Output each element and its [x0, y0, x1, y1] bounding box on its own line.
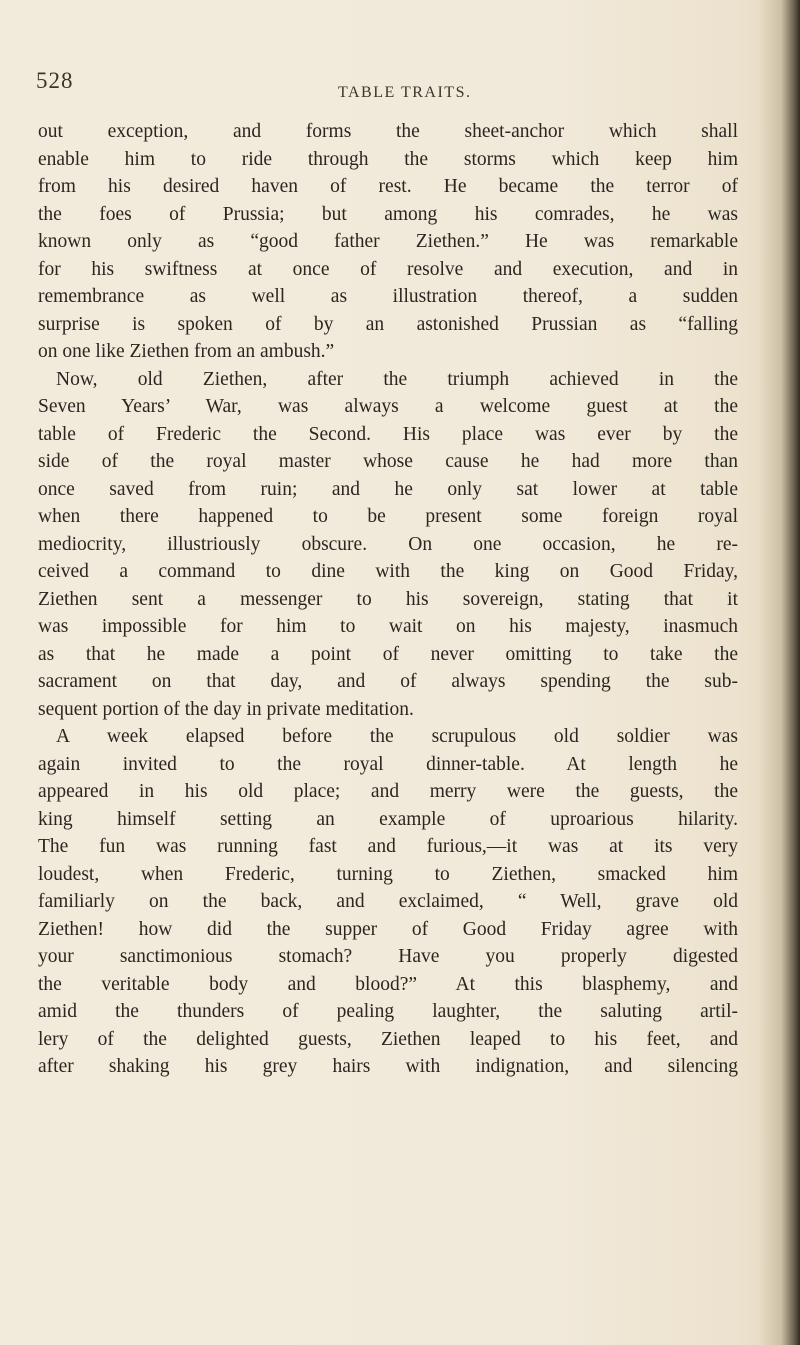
- text-line: once saved from ruin; and he only sat lower at table: [38, 478, 738, 500]
- text-line: known only as “good father Ziethen.” He was remarkable: [38, 231, 738, 252]
- text-line: your sanctimonious stomach? Have you properly digested: [38, 946, 738, 967]
- text-line: was impossible for him to wait on his majesty, inasmuch: [38, 616, 738, 637]
- text-line: appeared in his old place; and merry were the guests, the: [38, 781, 738, 802]
- page-gutter-shadow: [758, 0, 800, 1345]
- text-line: A week elapsed before the scrupulous old soldier was: [56, 726, 738, 747]
- text-line: The fun was running fast and furious,—it was at its very: [38, 836, 738, 857]
- text-line: again invited to the royal dinner-table. At length he: [38, 753, 738, 775]
- text-line: surprise is spoken of by an astonished Prussian as “falling: [38, 313, 738, 335]
- text-line: loudest, when Frederic, turning to Ziethen, smacked him: [38, 863, 738, 885]
- text-line: familiarly on the back, and exclaimed, “ Well, grave old: [38, 891, 738, 912]
- text-line: sequent portion of the day in private meditation.: [38, 698, 414, 720]
- text-line: for his swiftness at once of resolve and execution, and in: [38, 258, 738, 280]
- text-line: after shaking his grey hairs with indignation, and silencing: [38, 1056, 738, 1077]
- text-line: table of Frederic the Second. His place was ever by the: [38, 423, 738, 445]
- text-line: Ziethen! how did the supper of Good Friday agree with: [38, 918, 738, 940]
- text-line: the veritable body and blood?” At this blasphemy, and: [38, 973, 738, 995]
- text-line: out exception, and forms the sheet-anchor which shall: [38, 121, 738, 142]
- text-line: king himself setting an example of uproarious hilarity.: [38, 808, 738, 830]
- text-line: remembrance as well as illustration thereof, a sudden: [38, 286, 738, 307]
- text-line: side of the royal master whose cause he had more than: [38, 451, 738, 472]
- text-line: lery of the delighted guests, Ziethen leaped to his feet, and: [38, 1028, 738, 1050]
- running-title: TABLE TRAITS.: [338, 84, 472, 101]
- body-text: [38, 118, 738, 1081]
- text-line: when there happened to be present some foreign royal: [38, 506, 738, 527]
- text-line: sacrament on that day, and of always spending the sub-: [38, 671, 738, 692]
- text-line: enable him to ride through the storms which keep him: [38, 148, 738, 170]
- text-line: Seven Years’ War, was always a welcome guest at the: [38, 396, 738, 417]
- text-line: Ziethen sent a messenger to his sovereign, stating that it: [38, 588, 738, 610]
- text-line: Now, old Ziethen, after the triumph achieved in the: [56, 368, 738, 390]
- text-line: from his desired haven of rest. He became the terror of: [38, 176, 738, 197]
- text-line: on one like Ziethen from an ambush.”: [38, 341, 335, 362]
- text-line: mediocrity, illustriously obscure. On one occasion, he re-: [38, 533, 738, 555]
- text-line: the foes of Prussia; but among his comrades, he was: [38, 203, 738, 225]
- page-number: 528: [36, 68, 74, 93]
- text-line: amid the thunders of pealing laughter, the saluting artil-: [38, 1001, 738, 1022]
- text-line: ceived a command to dine with the king on Good Friday,: [38, 561, 738, 582]
- text-line: as that he made a point of never omitting to take the: [38, 643, 738, 665]
